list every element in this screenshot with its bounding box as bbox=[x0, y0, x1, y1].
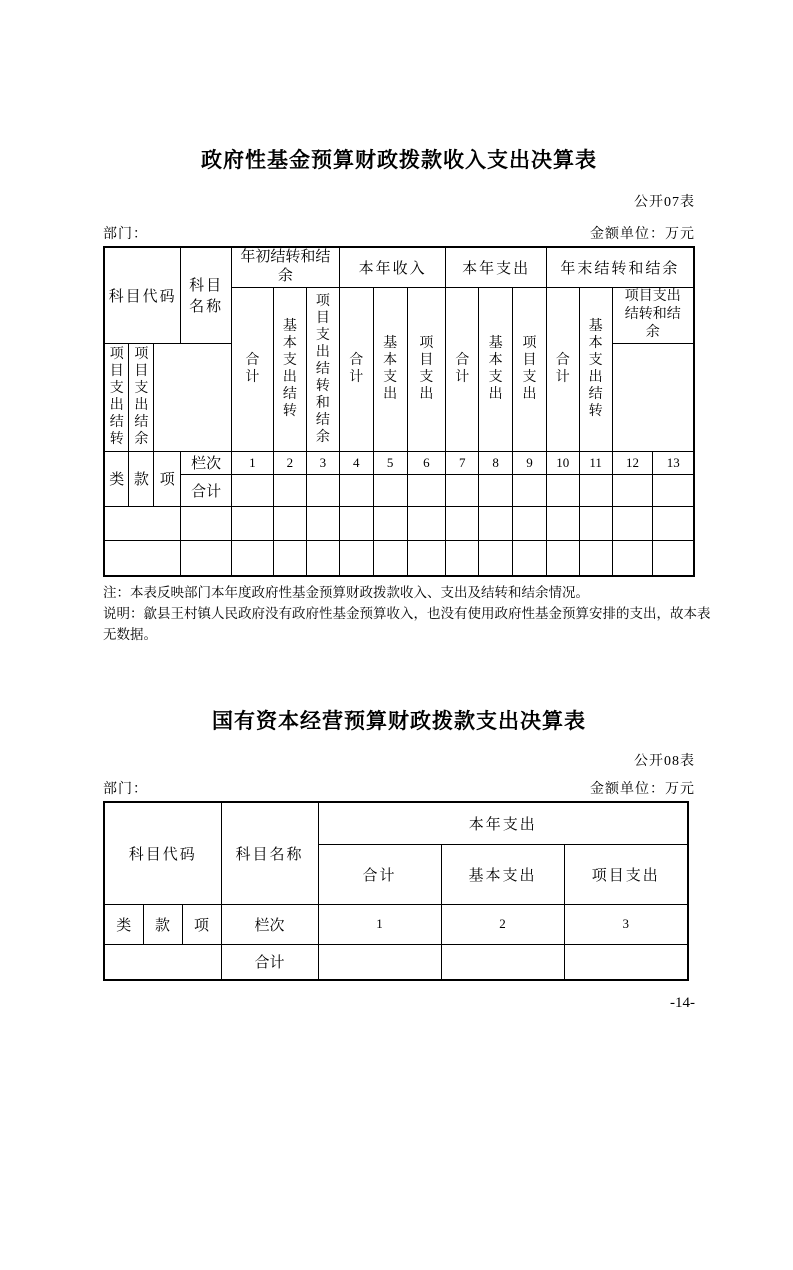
empty-code-cell bbox=[104, 540, 181, 576]
empty-cell bbox=[306, 540, 339, 576]
col-header-project-label: 项目支出 bbox=[591, 867, 660, 884]
empty-cell bbox=[513, 540, 547, 576]
empty-cell bbox=[564, 944, 688, 980]
col-header-total bbox=[318, 844, 441, 904]
capital-form-number: 公开08表 bbox=[634, 754, 695, 769]
capital-meta-row bbox=[103, 781, 695, 799]
group-header-end-year-label: 年末结转和结余 bbox=[560, 260, 680, 277]
subject-code-header bbox=[104, 247, 181, 343]
subject-code-label: 科目代码 bbox=[108, 288, 177, 305]
empty-cell bbox=[339, 540, 373, 576]
col-header-8-label: 基本支出 bbox=[488, 336, 503, 402]
empty-cell bbox=[479, 474, 513, 506]
empty-cell bbox=[513, 506, 547, 540]
lane-row-label: 栏次 bbox=[221, 904, 318, 944]
empty-cell bbox=[446, 474, 479, 506]
empty-cell bbox=[612, 506, 653, 540]
col-number: 4 bbox=[339, 451, 373, 474]
empty-cell bbox=[653, 540, 694, 576]
col-header-6 bbox=[407, 287, 446, 451]
empty-cell bbox=[446, 506, 479, 540]
empty-cell bbox=[546, 474, 579, 506]
table-row bbox=[104, 247, 694, 287]
col-header-2 bbox=[273, 287, 306, 451]
empty-cell bbox=[231, 540, 273, 576]
col-header-10 bbox=[546, 287, 579, 451]
table-row bbox=[104, 944, 688, 980]
empty-cell bbox=[306, 474, 339, 506]
subgroup-header-label: 项目支出结转和结余 bbox=[624, 289, 681, 340]
subject-name-header bbox=[181, 247, 232, 343]
col-header-5 bbox=[373, 287, 407, 451]
col-header-9-label: 项目支出 bbox=[522, 336, 537, 402]
col-header-6-label: 项目支出 bbox=[419, 336, 434, 402]
table-row bbox=[104, 451, 694, 474]
code-col-section: 款 bbox=[143, 904, 182, 944]
col-number: 3 bbox=[564, 904, 688, 944]
col-header-3-label: 项目支出结转和结余 bbox=[315, 293, 330, 445]
code-col-class: 类 bbox=[104, 904, 143, 944]
group-header-expense-label: 本年支出 bbox=[462, 260, 531, 277]
table-row bbox=[104, 802, 688, 844]
lane-row-label: 栏次 bbox=[181, 451, 232, 474]
code-col-item: 项 bbox=[154, 451, 181, 506]
empty-cell bbox=[273, 474, 306, 506]
code-col-class: 类 bbox=[104, 451, 129, 506]
col-header-11-label: 基本支出结转 bbox=[588, 319, 603, 419]
col-number: 2 bbox=[441, 904, 564, 944]
col-header-13 bbox=[129, 343, 154, 451]
fund-table-notes bbox=[103, 582, 717, 645]
subject-name-header bbox=[221, 802, 318, 904]
fund-table bbox=[103, 246, 695, 577]
subject-name-label: 科目名称 bbox=[235, 846, 304, 863]
empty-cell bbox=[479, 506, 513, 540]
code-col-item: 项 bbox=[182, 904, 221, 944]
col-number: 1 bbox=[231, 451, 273, 474]
empty-cell bbox=[306, 506, 339, 540]
col-number: 8 bbox=[479, 451, 513, 474]
col-header-7-label: 合计 bbox=[455, 353, 470, 385]
col-number: 7 bbox=[446, 451, 479, 474]
group-header-begin-year bbox=[231, 247, 339, 287]
empty-cell bbox=[273, 506, 306, 540]
total-row-label: 合计 bbox=[181, 474, 232, 506]
note-line: 说明：歙县王村镇人民政府没有政府性基金预算收入，也没有使用政府性基金预算安排的支出，故本表无数据。 bbox=[103, 606, 711, 642]
empty-cell bbox=[441, 944, 564, 980]
col-number: 9 bbox=[513, 451, 547, 474]
empty-cell bbox=[653, 474, 694, 506]
empty-cell bbox=[407, 540, 446, 576]
empty-cell bbox=[339, 474, 373, 506]
col-header-13-label: 项目支出结余 bbox=[134, 347, 149, 447]
col-header-12-label: 项目支出结转 bbox=[109, 347, 124, 447]
col-header-10-label: 合计 bbox=[555, 353, 570, 385]
empty-cell bbox=[181, 506, 232, 540]
col-number: 10 bbox=[546, 451, 579, 474]
empty-cell bbox=[407, 474, 446, 506]
page-number: -14- bbox=[670, 995, 695, 1011]
empty-cell bbox=[373, 506, 407, 540]
capital-department-label: 部门： bbox=[103, 782, 148, 797]
empty-cell bbox=[446, 540, 479, 576]
empty-cell bbox=[546, 506, 579, 540]
subject-code-header bbox=[104, 802, 221, 904]
empty-cell bbox=[546, 540, 579, 576]
capital-table-title: 国有资本经营预算财政拨款支出决算表 bbox=[212, 710, 586, 733]
fund-unit-label: 金额单位：万元 bbox=[590, 227, 695, 242]
group-header-expense-label: 本年支出 bbox=[468, 816, 537, 833]
empty-cell bbox=[612, 474, 653, 506]
col-header-2-label: 基本支出结转 bbox=[282, 319, 297, 419]
col-header-3 bbox=[306, 287, 339, 451]
empty-cell bbox=[231, 506, 273, 540]
col-number: 5 bbox=[373, 451, 407, 474]
table-row bbox=[104, 540, 694, 576]
col-number: 12 bbox=[612, 451, 653, 474]
capital-table bbox=[103, 801, 689, 981]
group-header-begin-year-label: 年初结转和结余 bbox=[240, 249, 331, 285]
col-header-12 bbox=[104, 343, 129, 451]
empty-code-cell bbox=[104, 944, 221, 980]
col-header-basic bbox=[441, 844, 564, 904]
total-row-label: 合计 bbox=[221, 944, 318, 980]
empty-cell bbox=[513, 474, 547, 506]
empty-cell bbox=[612, 540, 653, 576]
subgroup-header-project-carryover bbox=[612, 287, 694, 343]
fund-table-title: 政府性基金预算财政拨款收入支出决算表 bbox=[201, 149, 597, 172]
empty-cell bbox=[579, 506, 612, 540]
col-number: 13 bbox=[653, 451, 694, 474]
empty-code-cell bbox=[104, 506, 181, 540]
page-content bbox=[103, 148, 711, 1012]
col-header-basic-label: 基本支出 bbox=[468, 867, 537, 884]
col-number: 6 bbox=[407, 451, 446, 474]
col-header-8 bbox=[479, 287, 513, 451]
empty-cell bbox=[181, 540, 232, 576]
empty-cell bbox=[318, 944, 441, 980]
col-number: 2 bbox=[273, 451, 306, 474]
subject-name-label: 科目名称 bbox=[189, 278, 224, 316]
col-header-7 bbox=[446, 287, 479, 451]
fund-meta-row bbox=[103, 226, 695, 244]
empty-cell bbox=[653, 506, 694, 540]
empty-cell bbox=[273, 540, 306, 576]
empty-cell bbox=[373, 474, 407, 506]
col-header-project bbox=[564, 844, 688, 904]
col-number: 3 bbox=[306, 451, 339, 474]
group-header-expense bbox=[446, 247, 547, 287]
code-col-section: 款 bbox=[129, 451, 154, 506]
empty-cell bbox=[479, 540, 513, 576]
table-row bbox=[104, 474, 694, 506]
col-header-1-label: 合计 bbox=[245, 353, 260, 385]
col-header-1 bbox=[231, 287, 273, 451]
table-row bbox=[104, 506, 694, 540]
empty-cell bbox=[339, 506, 373, 540]
col-header-4 bbox=[339, 287, 373, 451]
fund-department-label: 部门： bbox=[103, 227, 148, 242]
fund-form-number: 公开07表 bbox=[634, 195, 695, 210]
empty-cell bbox=[579, 540, 612, 576]
note-line: 注：本表反映部门本年度政府性基金预算财政拨款收入、支出及结转和结余情况。 bbox=[103, 585, 589, 600]
group-header-expense bbox=[318, 802, 688, 844]
empty-cell bbox=[579, 474, 612, 506]
col-header-9 bbox=[513, 287, 547, 451]
group-header-income-label: 本年收入 bbox=[358, 260, 427, 277]
group-header-income bbox=[339, 247, 445, 287]
col-number: 11 bbox=[579, 451, 612, 474]
empty-cell bbox=[231, 474, 273, 506]
capital-unit-label: 金额单位：万元 bbox=[590, 782, 695, 797]
table-row bbox=[104, 904, 688, 944]
empty-cell bbox=[373, 540, 407, 576]
subject-code-label: 科目代码 bbox=[128, 846, 197, 863]
col-header-4-label: 合计 bbox=[349, 353, 364, 385]
col-header-5-label: 基本支出 bbox=[383, 336, 398, 402]
col-header-total-label: 合计 bbox=[362, 867, 397, 884]
empty-cell bbox=[407, 506, 446, 540]
col-number: 1 bbox=[318, 904, 441, 944]
group-header-end-year bbox=[546, 247, 694, 287]
col-header-11 bbox=[579, 287, 612, 451]
